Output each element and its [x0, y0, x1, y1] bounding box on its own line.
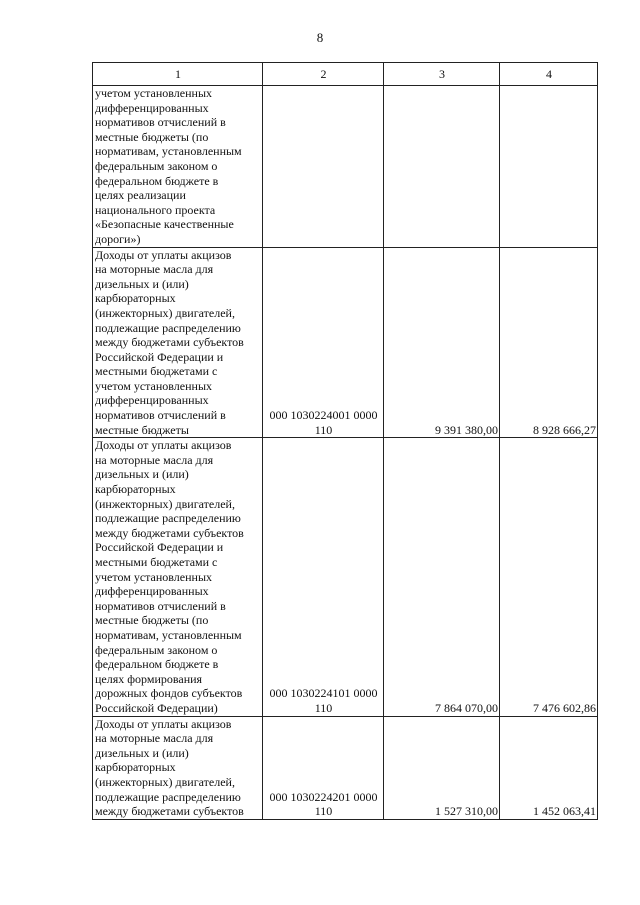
row-value-col4: 8 928 666,27: [500, 247, 598, 438]
table-row: [93, 86, 598, 248]
row-description: Доходы от уплаты акцизов на моторные масла для дизельных и (или) карбюраторных (инжекторных) двигателей, подлежащие распределению между бюджетами субъектов Российской Федерации и местными бюджетами с учетом установленных дифференцированных нормативов отчислений в местные бюджеты: [93, 247, 263, 438]
column-header-2: 2: [263, 63, 384, 86]
row-description: Доходы от уплаты акцизов на моторные масла для дизельных и (или) карбюраторных (инжекторных) двигателей, подлежащие распределению между бюджетами субъектов: [93, 716, 263, 819]
row-value-col4: 1 452 063,41: [500, 716, 598, 819]
row-code: 000 1030224001 0000 110: [263, 247, 384, 438]
row-value-col4: 7 476 602,86: [500, 438, 598, 716]
row-value-col3: [384, 86, 500, 248]
budget-table: [92, 62, 598, 820]
column-header-4: 4: [500, 63, 598, 86]
row-code: 000 1030224201 0000 110: [263, 716, 384, 819]
table-row: [93, 247, 598, 438]
table-header-row: [93, 63, 598, 86]
row-value-col3: 1 527 310,00: [384, 716, 500, 819]
table-row: [93, 438, 598, 716]
table-row: [93, 716, 598, 819]
row-value-col3: 9 391 380,00: [384, 247, 500, 438]
row-description: учетом установленных дифференцированных нормативов отчислений в местные бюджеты (по нормативам, установленным федеральным законом о федеральном бюджете в целях реализации национального проекта «Безопасные качественные дороги»): [93, 86, 263, 248]
page-number: 8: [316, 30, 324, 45]
row-code: [263, 86, 384, 248]
row-value-col3: 7 864 070,00: [384, 438, 500, 716]
row-value-col4: [500, 86, 598, 248]
row-code: 000 1030224101 0000 110: [263, 438, 384, 716]
row-description: Доходы от уплаты акцизов на моторные масла для дизельных и (или) карбюраторных (инжекторных) двигателей, подлежащие распределению между бюджетами субъектов Российской Федерации и местными бюджетами с учетом установленных дифференцированных нормативов отчислений в местные бюджеты (по нормативам, установленным федеральным законом о федеральном бюджете в целях формирования дорожных фондов субъектов Российской Федерации): [93, 438, 263, 716]
column-header-3: 3: [384, 63, 500, 86]
column-header-1: 1: [93, 63, 263, 86]
